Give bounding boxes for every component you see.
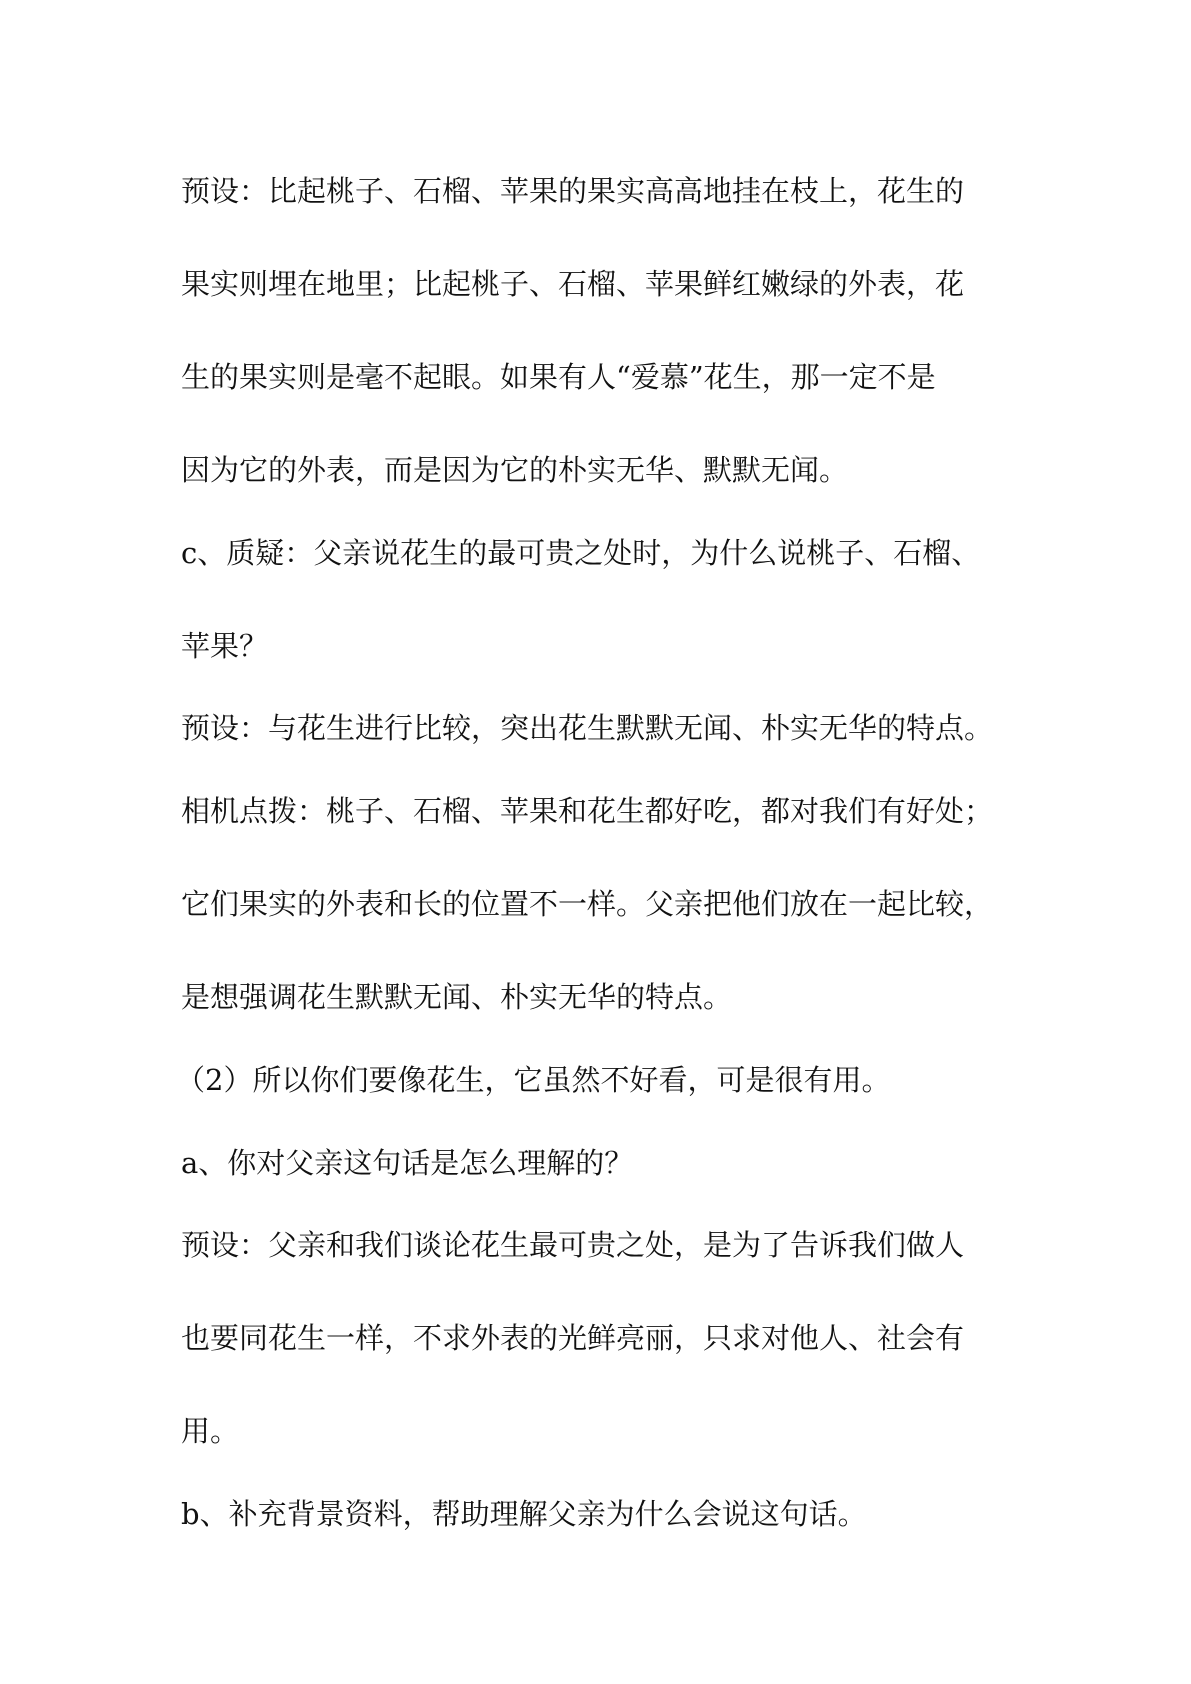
text-line-16: b、补充背景资料，帮助理解父亲为什么会说这句话。 (181, 1497, 867, 1531)
text-line-6: 苹果？ (181, 629, 269, 663)
text-line-7: 预设：与花生进行比较，突出花生默默无闻、朴实无华的特点。 (181, 711, 994, 745)
text-line-10: 是想强调花生默默无闻、朴实无华的特点。 (181, 980, 733, 1014)
text-line-3: 生的果实则是毫不起眼。如果有人“爱慕”花生，那一定不是 (181, 360, 936, 394)
text-line-8: 相机点拨：桃子、石榴、苹果和花生都好吃，都对我们有好处； (181, 794, 994, 828)
text-line-1: 预设：比起桃子、石榴、苹果的果实高高地挂在枝上，花生的 (181, 174, 965, 208)
text-line-13: 预设：父亲和我们谈论花生最可贵之处，是为了告诉我们做人 (181, 1228, 965, 1262)
text-line-4: 因为它的外表，而是因为它的朴实无华、默默无闻。 (181, 453, 849, 487)
text-line-5: c、质疑：父亲说花生的最可贵之处时，为什么说桃子、石榴、 (181, 536, 981, 570)
text-line-15: 用。 (181, 1414, 240, 1448)
text-line-14: 也要同花生一样，不求外表的光鲜亮丽，只求对他人、社会有 (181, 1321, 965, 1355)
text-line-12: a、你对父亲这句话是怎么理解的？ (181, 1146, 634, 1180)
text-line-2: 果实则埋在地里；比起桃子、石榴、苹果鲜红嫩绿的外表，花 (181, 267, 965, 301)
text-line-9: 它们果实的外表和长的位置不一样。父亲把他们放在一起比较， (181, 887, 994, 921)
text-line-11: （2）所以你们要像花生，它虽然不好看，可是很有用。 (176, 1063, 891, 1097)
